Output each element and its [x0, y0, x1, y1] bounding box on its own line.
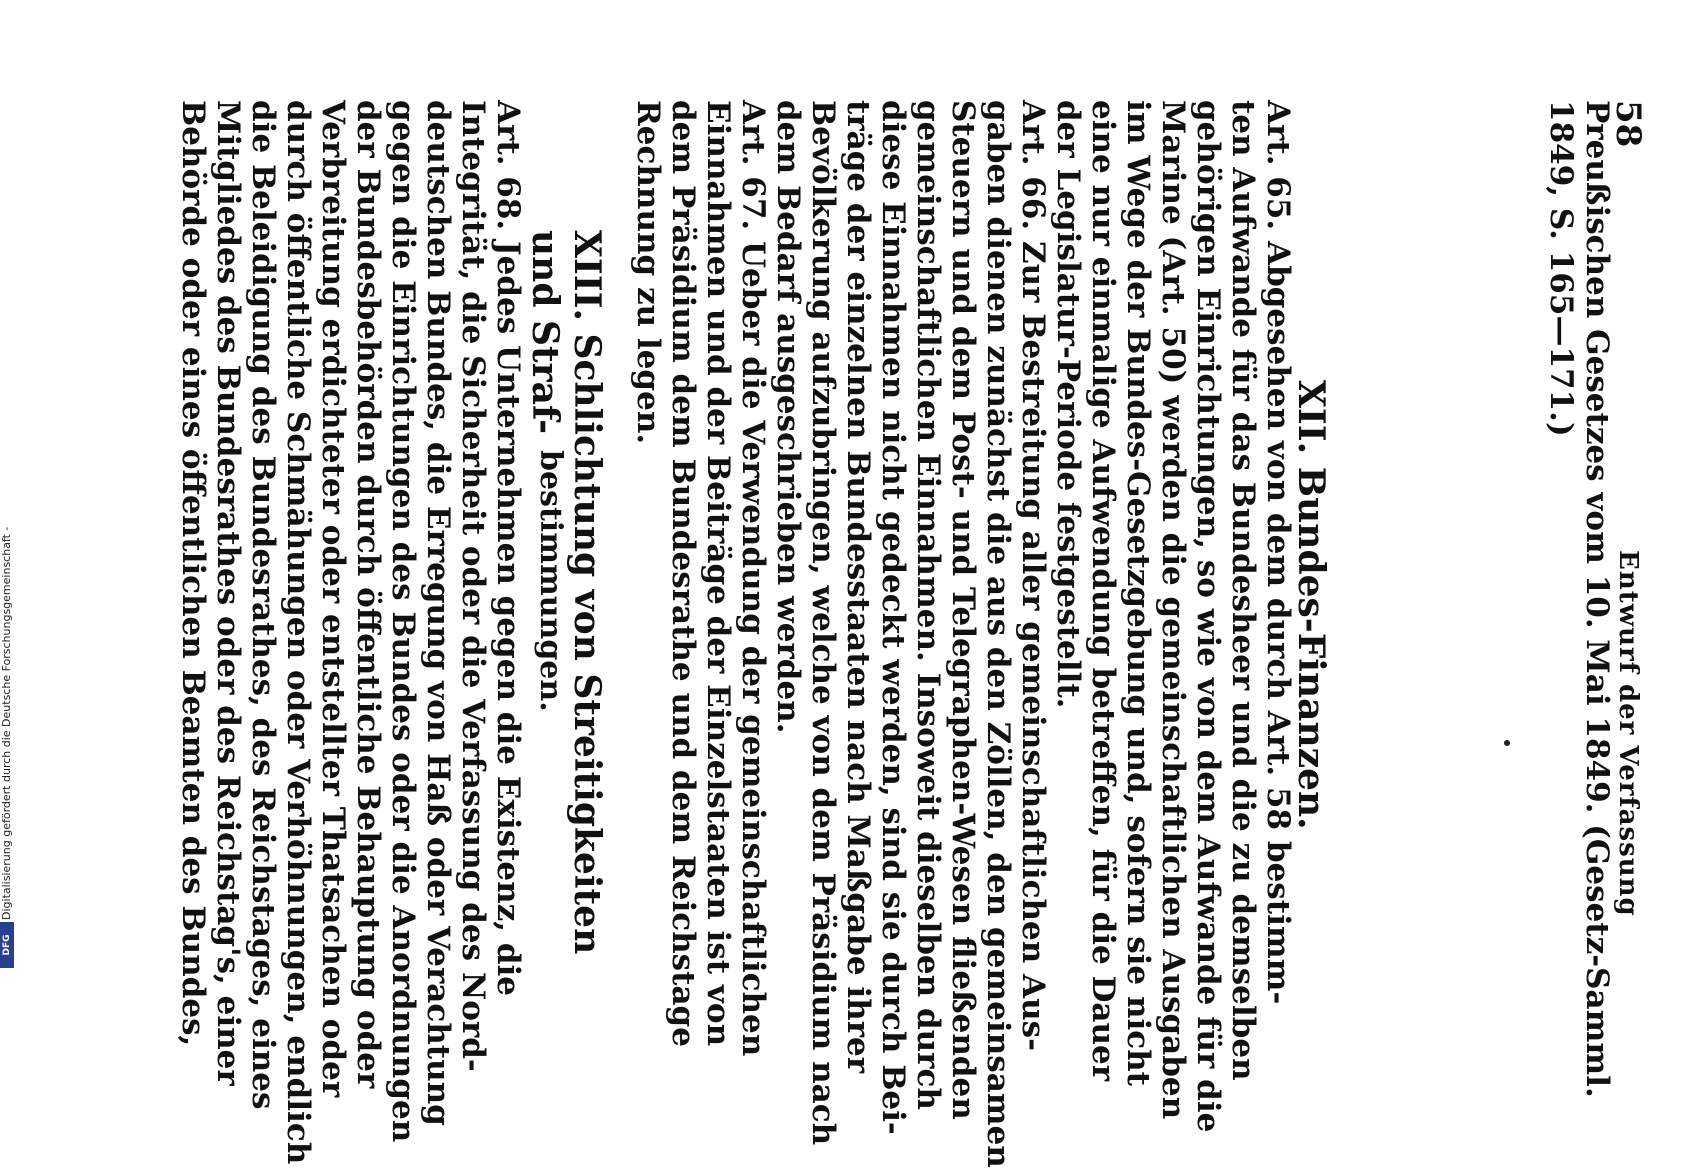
text-line: diese Einnahmen nicht gedeckt werden, sind sie durch Bei-	[875, 100, 911, 1135]
text-line: Behörde oder eines öffentlichen Beamten des Bundes,	[175, 100, 211, 1047]
text-line: im Wege der Bundes-Gesetzgebung und, sofern sie nicht	[1120, 100, 1156, 1086]
text-line: Art. 68. Jedes Unternehmen gegen die Existenz, die	[490, 100, 526, 997]
dfg-logo-text: DFG	[2, 934, 12, 956]
text-line: durch öffentliche Schmähungen oder Verhöhnungen, endlich	[280, 100, 316, 1165]
text-line: gegen die Einrichtungen des Bundes oder die Anordnungen	[385, 100, 421, 1143]
text-line: dem Bedarf ausgeschrieben werden.	[770, 100, 806, 734]
text-line: Art. 67. Ueber die Verwendung der gemeinschaftlichen	[735, 100, 771, 1057]
text-line: die Beleidigung des Bundesrathes, des Reichstages, eines	[245, 100, 281, 1110]
text-line: träge der einzelnen Bundesstaaten nach Maßgabe ihrer	[840, 100, 876, 1074]
text-line: Steuern und dem Post- und Telegraphen-Wesen fließenden	[945, 100, 981, 1120]
text-line: 1849, S. 165—171.)	[1543, 100, 1579, 437]
text-line: deutschen Bundes, die Erregung von Haß oder Verachtung	[420, 100, 456, 1126]
section-heading-xiii: XIII. Schlichtung von Streitigkeiten und Straf-	[524, 230, 608, 955]
scanned-page	[168, 100, 1648, 1168]
text-line: der Legislatur-Periode festgestellt.	[1050, 100, 1086, 709]
text-line: der Bundesbehörden durch öffentliche Behauptung oder	[350, 100, 386, 1089]
text-line: ten Aufwande für das Bundesheer und die zu demselben	[1225, 100, 1261, 1081]
text-line: gemeinschaftlichen Einnahmen. Insoweit dieselben durch	[910, 100, 946, 1110]
text-line: Art. 66. Zur Bestreitung aller gemeinschaftlichen Aus-	[1015, 100, 1051, 1051]
credit-text: Digitalisierung gefördert durch die Deutsche Forschungsgemeinschaft -	[0, 526, 13, 920]
text-line: Integrität, die Sicherheit oder die Verfassung des Nord-	[455, 100, 491, 1072]
text-line: Mitgliedes des Bundesrathes oder des Reichstag's, einer	[210, 100, 246, 1086]
text-line: Preußischen Gesetzes vom 10. Mai 1849. (Gesetz-Samml.	[1579, 100, 1615, 1098]
running-header: Entwurf der Verfassung	[1613, 550, 1643, 917]
page-content	[168, 100, 1648, 1168]
text-line: Verbreitung erdichteter oder entstellter Thatsachen oder	[315, 100, 351, 1098]
text-line: Art. 65. Abgesehen von dem durch Art. 58 bestimm-	[1260, 100, 1296, 1005]
page-number: 58	[1608, 100, 1648, 148]
text-line: dem Präsidium dem Bundesrathe und dem Reichstage	[665, 100, 701, 1047]
text-line: Rechnung zu legen.	[630, 100, 666, 445]
dfg-logo-icon	[0, 922, 14, 968]
text-line: gehörigen Einrichtungen, so wie von dem Aufwande für die	[1190, 100, 1226, 1133]
section-heading-xiii-continued: bestimmungen.	[533, 450, 568, 712]
text-line: eine nur einmalige Aufwendung betreffen, für die Dauer	[1085, 100, 1121, 1082]
text-line: gaben dienen zunächst die aus den Zöllen, den gemeinsamen	[980, 100, 1016, 1168]
text-line: Bevölkerung aufzubringen, welche von dem Präsidium nach	[805, 100, 841, 1146]
stray-dot	[1504, 740, 1510, 746]
section-heading-xii: XII. Bundes-Finanzen.	[1290, 380, 1332, 830]
text-line: Einnahmen und der Beiträge der Einzelstaaten ist von	[700, 100, 736, 1047]
text-line: Marine (Art. 50) werden die gemeinschaftlichen Ausgaben	[1155, 100, 1191, 1120]
